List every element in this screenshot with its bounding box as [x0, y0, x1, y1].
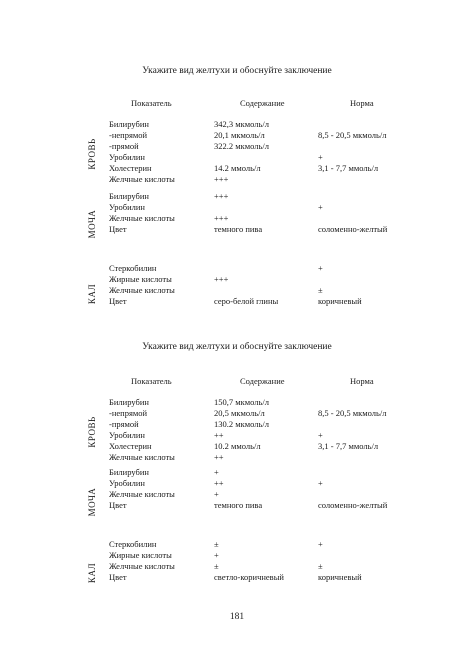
table-1-blood-row-1-value: 342,3 мкмоль/л [214, 119, 269, 129]
table-2-urine-row-3-value: + [214, 489, 219, 499]
table-2-header-norm: Норма [350, 376, 374, 386]
table-2-title: Укажите вид желтухи и обоснуйте заключение [142, 342, 332, 352]
table-2-blood-row-4-value: ++ [214, 430, 224, 440]
table-2-urine-row-4-norm: соломенно-желтый [318, 500, 388, 510]
table-2-stool-row-3-value: ± [214, 561, 219, 571]
table-1-blood-row-2-name: -непрямой [109, 130, 148, 140]
table-1-title: Укажите вид желтухи и обоснуйте заключение [142, 66, 332, 76]
table-2-urine-row-2-name: Уробилин [109, 478, 145, 488]
table-1-urine-row-1-name: Билирубин [109, 191, 149, 201]
table-2-header-content: Содержание [240, 376, 285, 386]
page-number: 181 [229, 612, 245, 622]
table-1-urine-row-2-norm: + [318, 202, 323, 212]
table-1-group-label-stool: КАЛ [87, 283, 97, 305]
table-2-urine-row-3-name: Желчные кислоты [109, 489, 175, 499]
table-1-group-label-blood: КРОВЬ [87, 138, 97, 170]
table-1-urine-row-3-name: Желчные кислоты [109, 213, 175, 223]
table-2-urine-row-1-name: Билирубин [109, 467, 149, 477]
table-2-blood-row-2-name: -непрямой [109, 408, 148, 418]
table-2-stool-row-3-norm: ± [318, 561, 323, 571]
table-1-blood-row-6-value: +++ [214, 174, 229, 184]
table-2-stool-row-2-value: + [214, 550, 219, 560]
table-1-blood-row-4-norm: + [318, 152, 323, 162]
table-1-blood-row-3-value: 322.2 мкмоль/л [214, 141, 269, 151]
table-1-blood-row-6-name: Желчные кислоты [109, 174, 175, 184]
table-1-blood-row-5-norm: 3,1 - 7,7 ммоль/л [318, 163, 379, 173]
table-2-group-label-blood: КРОВЬ [87, 416, 97, 448]
table-1-header-indicator: Показатель [131, 98, 172, 108]
table-2-stool-row-1-norm: + [318, 539, 323, 549]
table-2-stool-row-3-name: Желчные кислоты [109, 561, 175, 571]
table-2-urine-row-4-name: Цвет [109, 500, 127, 510]
table-2-blood-row-1-value: 150,7 мкмоль/л [214, 397, 269, 407]
table-1-group-label-urine: МОЧА [87, 209, 97, 239]
table-1-stool-row-1-name: Стеркобилин [109, 263, 157, 273]
table-1-blood-row-5-value: 14.2 ммоль/л [214, 163, 261, 173]
table-2-stool-row-2-name: Жирные кислоты [109, 550, 172, 560]
table-1-stool-row-4-name: Цвет [109, 296, 127, 306]
table-1-blood-row-4-name: Уробилин [109, 152, 145, 162]
table-1-urine-row-2-name: Уробилин [109, 202, 145, 212]
table-1-urine-row-1-value: +++ [214, 191, 229, 201]
table-2-blood-row-3-value: 130.2 мкмоль/л [214, 419, 269, 429]
table-2-urine-row-2-value: ++ [214, 478, 224, 488]
table-2-blood-row-4-norm: + [318, 430, 323, 440]
table-1-stool-row-2-name: Жирные кислоты [109, 274, 172, 284]
table-1-blood-row-1-name: Билирубин [109, 119, 149, 129]
table-1-header-content: Содержание [240, 98, 285, 108]
table-2-blood-row-6-value: ++ [214, 452, 224, 462]
table-2-blood-row-1-name: Билирубин [109, 397, 149, 407]
table-1-stool-row-3-norm: ± [318, 285, 323, 295]
table-2-stool-row-1-name: Стеркобилин [109, 539, 157, 549]
table-2-urine-row-4-value: темного пива [214, 500, 263, 510]
table-2-blood-row-5-norm: 3,1 - 7,7 ммоль/л [318, 441, 379, 451]
table-2-blood-row-5-value: 10.2 ммоль/л [214, 441, 261, 451]
table-1-stool-row-3-name: Желчные кислоты [109, 285, 175, 295]
table-2-stool-row-4-name: Цвет [109, 572, 127, 582]
table-1-blood-row-3-name: -прямой [109, 141, 139, 151]
table-2-blood-row-5-name: Холестерин [109, 441, 152, 451]
table-1-blood-row-2-norm: 8,5 - 20,5 мкмоль/л [318, 130, 387, 140]
table-2-blood-row-6-name: Желчные кислоты [109, 452, 175, 462]
table-2-stool-row-1-value: ± [214, 539, 219, 549]
table-1-stool-row-1-norm: + [318, 263, 323, 273]
table-2-blood-row-4-name: Уробилин [109, 430, 145, 440]
table-2-stool-row-4-value: светло-коричневый [214, 572, 284, 582]
table-1-header-norm: Норма [350, 98, 374, 108]
table-1-blood-row-2-value: 20,1 мкмоль/л [214, 130, 265, 140]
table-1-stool-row-4-value: серо-белой глины [214, 296, 279, 306]
table-1-urine-row-3-value: +++ [214, 213, 229, 223]
table-2-urine-row-1-value: + [214, 467, 219, 477]
table-1-stool-row-4-norm: коричневый [318, 296, 362, 306]
table-1-urine-row-4-value: темного пива [214, 224, 263, 234]
table-2-blood-row-2-value: 20,5 мкмоль/л [214, 408, 265, 418]
table-2-header-indicator: Показатель [131, 376, 172, 386]
table-1-urine-row-4-name: Цвет [109, 224, 127, 234]
table-1-blood-row-5-name: Холестерин [109, 163, 152, 173]
table-2-stool-row-4-norm: коричневый [318, 572, 362, 582]
table-1-urine-row-4-norm: соломенно-желтый [318, 224, 388, 234]
table-2-group-label-urine: МОЧА [87, 487, 97, 517]
table-2-group-label-stool: КАЛ [87, 562, 97, 584]
table-2-urine-row-2-norm: + [318, 478, 323, 488]
table-1-stool-row-2-value: +++ [214, 274, 229, 284]
table-2-blood-row-2-norm: 8,5 - 20,5 мкмоль/л [318, 408, 387, 418]
table-2-blood-row-3-name: -прямой [109, 419, 139, 429]
